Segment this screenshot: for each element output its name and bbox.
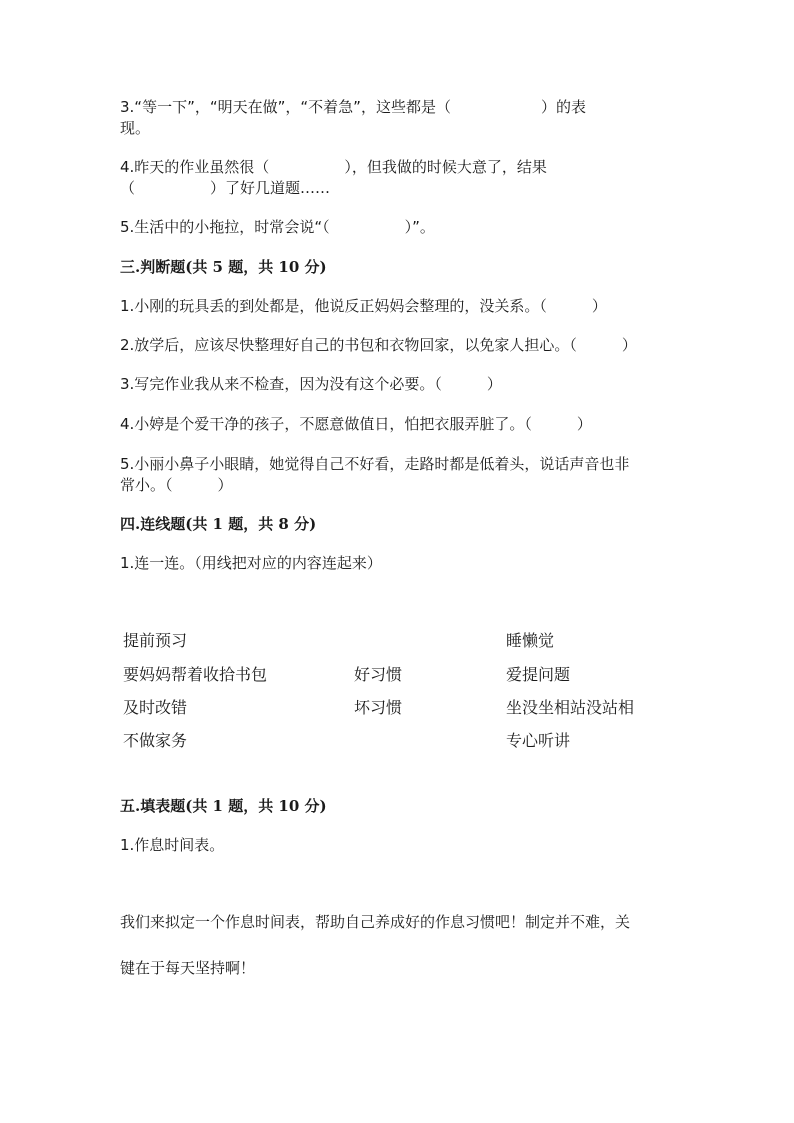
judge-q5-line1: 5.小丽小鼻子小眼睛，她觉得自己不好看，走路时都是低着头，说话声音也非: [120, 455, 630, 473]
fill-q4-line2: （ ）了好几道题……: [120, 179, 331, 197]
judge-q4: 4.小婷是个爱干净的孩子，不愿意做值日，怕把衣服弄脏了。（ ）: [120, 415, 592, 433]
match-left-4[interactable]: 不做家务: [123, 731, 188, 750]
match-right-1[interactable]: 睡懒觉: [506, 631, 555, 650]
match-middle-2[interactable]: 坏习惯: [354, 698, 403, 717]
fill-q4-line1: 4.昨天的作业虽然很（ ），但我做的时候大意了，结果: [120, 158, 547, 176]
match-right-2[interactable]: 爱提问题: [506, 665, 571, 684]
match-middle-1[interactable]: 好习惯: [354, 665, 403, 684]
fill-q5: 5.生活中的小拖拉，时常会说“（ ）”。: [120, 218, 435, 236]
judge-q1: 1.小刚的玩具丢的到处都是，他说反正妈妈会整理的，没关系。（ ）: [120, 297, 607, 315]
section3-title: 三.判断题(共 5 题，共 10 分): [120, 258, 327, 276]
match-left-2[interactable]: 要妈妈帮着收拾书包: [123, 665, 268, 684]
table-para-line1: 我们来拟定一个作息时间表，帮助自己养成好的作息习惯吧！制定并不难，关: [120, 913, 631, 931]
match-left-1[interactable]: 提前预习: [123, 631, 188, 650]
section4-title: 四.连线题(共 1 题，共 8 分): [120, 515, 317, 533]
match-q1: 1.连一连。（用线把对应的内容连起来）: [120, 554, 382, 572]
match-left-3[interactable]: 及时改错: [123, 698, 188, 717]
table-q1: 1.作息时间表。: [120, 836, 225, 854]
match-right-3[interactable]: 坐没坐相站没站相: [506, 698, 635, 717]
judge-q5-line2: 常小。（ ）: [120, 476, 233, 494]
match-right-4[interactable]: 专心听讲: [506, 731, 571, 750]
section5-title: 五.填表题(共 1 题，共 10 分): [120, 797, 327, 815]
fill-q3-line1: 3.“等一下”，“明天在做”，“不着急”，这些都是（ ）的表: [120, 98, 586, 116]
judge-q2: 2.放学后，应该尽快整理好自己的书包和衣物回家，以免家人担心。（ ）: [120, 336, 637, 354]
table-para-line2: 键在于每天坚持啊！: [120, 959, 256, 977]
judge-q3: 3.写完作业我从来不检查，因为没有这个必要。（ ）: [120, 375, 502, 393]
fill-q3-line2: 现。: [120, 119, 151, 137]
